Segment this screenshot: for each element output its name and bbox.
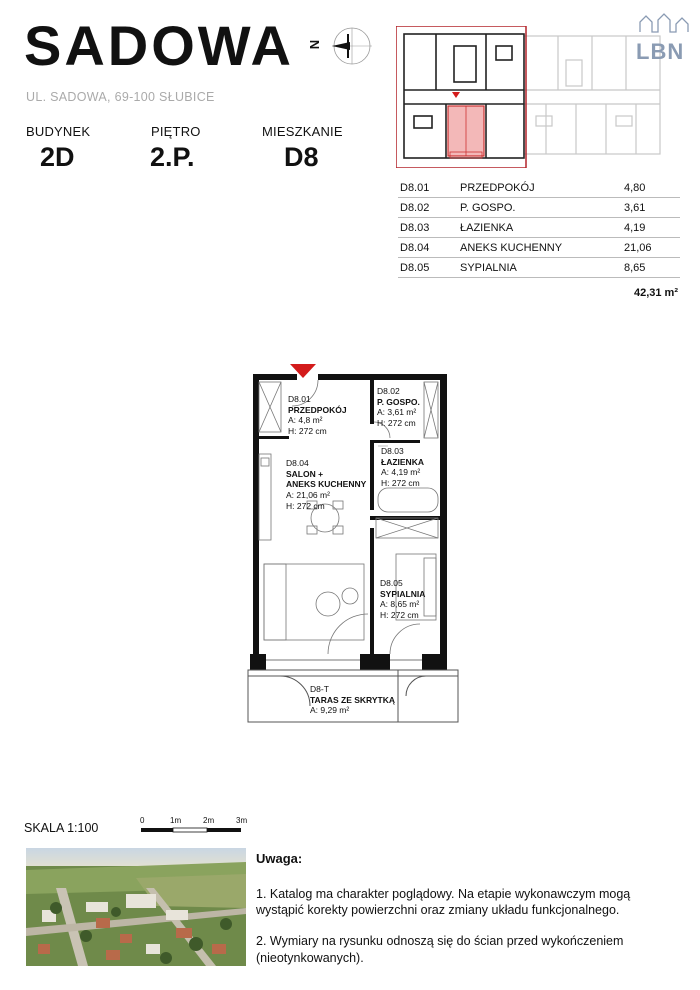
- notes: [256, 850, 676, 981]
- project-title: SADOWA: [24, 14, 294, 77]
- table-row: [398, 178, 680, 198]
- room-area: 21,06: [622, 238, 680, 258]
- room-name: ANEKS KUCHENNY: [458, 238, 622, 258]
- scale-tick-2m: 2m: [203, 816, 215, 825]
- table-row: [398, 258, 680, 278]
- room-name: PRZEDPOKÓJ: [458, 178, 622, 198]
- room-label-d802: D8.02 P. GOSPO. A: 3,61 m² H: 272 cm: [377, 386, 420, 428]
- address: UL. SADOWA, 69-100 SŁUBICE: [26, 90, 215, 104]
- room-label-terrace: D8-T TARAS ZE SKRYTKĄ A: 9,29 m²: [310, 684, 395, 716]
- room-code: D8.02: [398, 198, 458, 218]
- room-code: D8.01: [398, 178, 458, 198]
- room-code: D8.03: [398, 218, 458, 238]
- room-code: D8.04: [398, 238, 458, 258]
- room-name: P. GOSPO.: [458, 198, 622, 218]
- scale-tick-1m: 1m: [170, 816, 182, 825]
- room-area: 4,80: [622, 178, 680, 198]
- scale-bar: [140, 816, 250, 842]
- table-row: [398, 218, 680, 238]
- room-label-d803: D8.03 ŁAZIENKA A: 4,19 m² H: 272 cm: [381, 446, 424, 488]
- apartment-value: D8: [284, 142, 319, 172]
- floor-value: 2.P.: [150, 142, 195, 172]
- floor-plan-drawing: [240, 358, 462, 730]
- building-value: 2D: [40, 142, 75, 172]
- logo-text: LBN: [636, 39, 685, 64]
- rooms-table: [398, 178, 680, 302]
- notes-heading: Uwaga:: [256, 851, 303, 866]
- apartment-label: MIESZKANIE: [262, 124, 343, 139]
- city-skyline-icon: [636, 12, 692, 34]
- room-name: ŁAZIENKA: [458, 218, 622, 238]
- scale-tick-0: 0: [140, 816, 145, 825]
- scale-label: SKALA 1:100: [24, 821, 99, 835]
- total-area: 42,31 m²: [633, 286, 678, 299]
- table-row: [398, 238, 680, 258]
- total-row: [398, 278, 680, 303]
- note-item-2: 2. Wymiary na rysunku odnoszą się do ścian przed wykończeniem (nieotynkowanych).: [256, 934, 624, 966]
- room-label-d801: D8.01 PRZEDPOKÓJ A: 4,8 m² H: 272 cm: [288, 394, 347, 436]
- room-name: SYPIALNIA: [458, 258, 622, 278]
- room-label-d805: D8.05 SYPIALNIA A: 8,65 m² H: 272 cm: [380, 578, 426, 620]
- table-row: [398, 198, 680, 218]
- room-area: 3,61: [622, 198, 680, 218]
- building-label: BUDYNEK: [26, 124, 91, 139]
- company-logo: [636, 12, 692, 62]
- floor-plan: [240, 358, 462, 730]
- compass-north-label: N: [307, 39, 323, 50]
- floor-label: PIĘTRO: [151, 124, 201, 139]
- note-item-1: 1. Katalog ma charakter poglądowy. Na etapie wykonawczym mogą wystąpić korekty powierzchni oraz zmiany układu funkcjonalnego.: [256, 886, 631, 918]
- room-area: 4,19: [622, 218, 680, 238]
- room-area: 8,65: [622, 258, 680, 278]
- compass: [308, 26, 378, 66]
- key-plan: [396, 26, 668, 168]
- scale-tick-3m: 3m: [236, 816, 248, 825]
- aerial-photo: [26, 848, 246, 966]
- room-label-d804: D8.04 SALON + ANEKS KUCHENNY A: 21,06 m² H: 272 cm: [286, 458, 367, 511]
- room-code: D8.05: [398, 258, 458, 278]
